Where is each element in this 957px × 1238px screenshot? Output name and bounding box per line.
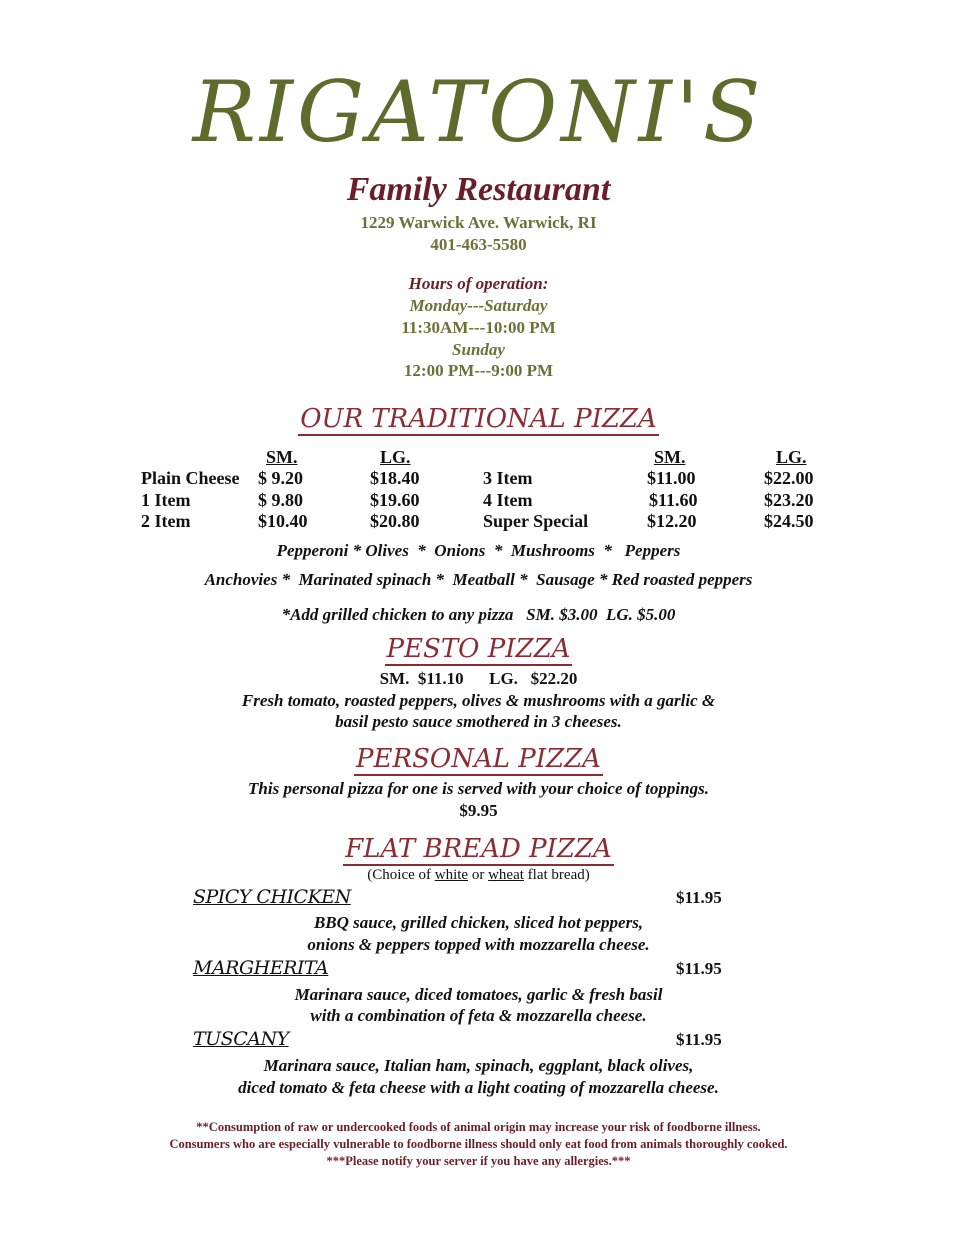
pesto-desc-line-1: Fresh tomato, roasted peppers, olives & mushrooms with a garlic & (241, 691, 716, 710)
choice-white: white (434, 867, 469, 883)
hours-label: Hours of operation: (408, 274, 549, 293)
personal-pizza-title: PERSONAL PIZZA (356, 744, 601, 774)
pizza-price-lg: $18.40 (370, 468, 420, 488)
pizza-price-lg: $24.50 (764, 511, 814, 531)
personal-price: $9.95 (459, 801, 498, 820)
toppings-line-2: Anchovies * Marinated spinach * Meatball * Sausage * Red roasted peppers (204, 570, 753, 589)
flatbread-item-name: TUSCANY (193, 1028, 289, 1050)
pizza-name: Super Special (483, 511, 589, 531)
pizza-price-sm: $12.20 (647, 511, 697, 531)
traditional-pizza-title: OUR TRADITIONAL PIZZA (300, 404, 657, 434)
pizza-name: Plain Cheese (141, 468, 240, 488)
pizza-name: 4 Item (483, 490, 533, 510)
pizza-price-lg: $23.20 (764, 490, 814, 510)
toppings-line-1: Pepperoni * Olives * Onions * Mushrooms * Peppers (276, 541, 681, 560)
disclaimer-line-2: Consumers who are especially vulnerable to foodborne illness should only eat food from animals thoroughly cooked. (169, 1137, 788, 1151)
flatbread-item-desc-1: Marinara sauce, Italian ham, spinach, eggplant, black olives, (263, 1056, 694, 1075)
pizza-price-lg: $19.60 (370, 490, 420, 510)
flatbread-item-name: MARGHERITA (193, 957, 329, 979)
personal-desc: This personal pizza for one is served with your choice of toppings. (248, 779, 709, 798)
hours-weekdays: Monday---Saturday (409, 296, 548, 315)
pizza-price-sm: $11.60 (649, 490, 698, 510)
col-header-lg-right: LG. (776, 447, 807, 467)
restaurant-address: 1229 Warwick Ave. Warwick, RI (360, 213, 597, 232)
pizza-name: 1 Item (141, 490, 191, 510)
flatbread-item-desc-1: Marinara sauce, diced tomatoes, garlic & fresh basil (294, 985, 663, 1004)
restaurant-subtitle: Family Restaurant (346, 171, 611, 208)
col-header-lg-left: LG. (380, 447, 411, 467)
pizza-name: 2 Item (141, 511, 191, 531)
add-chicken-note: *Add grilled chicken to any pizza SM. $3.00 LG. $5.00 (281, 605, 676, 624)
flatbread-item-desc-2: with a combination of feta & mozzarella cheese. (310, 1006, 647, 1025)
pizza-name: 3 Item (483, 468, 533, 488)
pizza-price-lg: $20.80 (370, 511, 420, 531)
hours-sunday: Sunday (452, 340, 505, 359)
pesto-desc-line-2: basil pesto sauce smothered in 3 cheeses. (335, 712, 622, 731)
hours-weekday-times: 11:30AM---10:00 PM (401, 318, 556, 337)
col-header-sm-left: SM. (266, 447, 298, 467)
pizza-price-sm: $ 9.80 (258, 490, 303, 510)
pizza-price-sm: $ 9.20 (258, 468, 303, 488)
choice-wheat: wheat (488, 867, 524, 883)
flatbread-item-desc-2: onions & peppers topped with mozzarella cheese. (307, 935, 650, 954)
col-header-sm-right: SM. (654, 447, 686, 467)
flatbread-item-price: $11.95 (676, 959, 722, 978)
flatbread-choice: (Choice of white or wheat flat bread) (367, 867, 590, 883)
flatbread-item-desc-2: diced tomato & feta cheese with a light coating of mozzarella cheese. (238, 1078, 719, 1097)
pizza-price-lg: $22.00 (764, 468, 814, 488)
pizza-price-sm: $10.40 (258, 511, 308, 531)
flatbread-item-desc-1: BBQ sauce, grilled chicken, sliced hot peppers, (313, 913, 644, 932)
pesto-prices: SM. $11.10 LG. $22.20 (379, 669, 578, 688)
pesto-pizza-title: PESTO PIZZA (386, 634, 571, 664)
flatbread-item-name: SPICY CHICKEN (193, 886, 351, 908)
flatbread-item-price: $11.95 (676, 1030, 722, 1049)
flatbread-pizza-title: FLAT BREAD PIZZA (345, 834, 612, 864)
hours-sunday-times: 12:00 PM---9:00 PM (403, 361, 554, 380)
restaurant-logo: RIGATONI'S (192, 63, 765, 161)
pizza-price-sm: $11.00 (647, 468, 696, 488)
restaurant-phone: 401-463-5580 (430, 235, 527, 254)
flatbread-item-price: $11.95 (676, 888, 722, 907)
disclaimer-line-1: **Consumption of raw or undercooked foods of animal origin may increase your risk of foodborne illness. (196, 1120, 761, 1134)
allergy-notice: ***Please notify your server if you have any allergies.*** (326, 1154, 631, 1168)
